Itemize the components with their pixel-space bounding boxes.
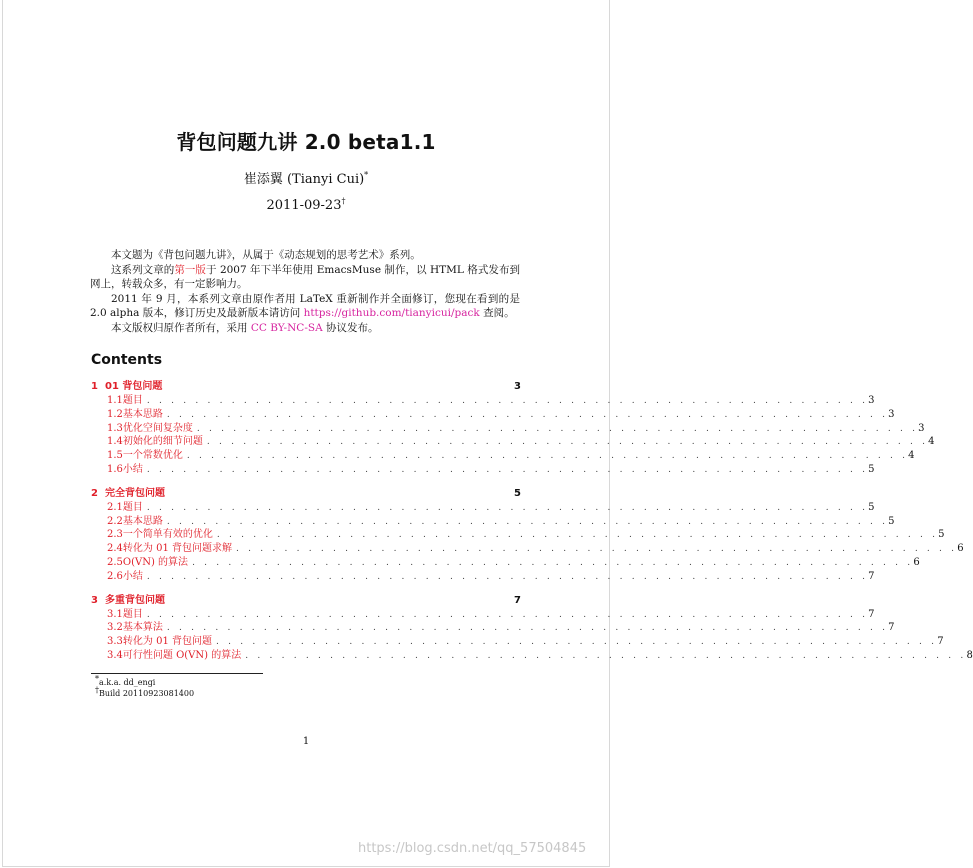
toc-subsection-page: 7 [868, 608, 875, 620]
toc-subsection-page: 6 [957, 543, 964, 555]
toc-subsection-entry[interactable] [91, 608, 875, 622]
toc-section-title: 多重背包问题 [105, 594, 165, 606]
toc-section-number: 3 [91, 594, 98, 606]
toc-subsection-title: 初始化的细节问题 [122, 436, 203, 448]
toc-subsection-page: 7 [868, 570, 875, 582]
toc-subsection-number: 2.2 [107, 515, 123, 527]
toc-section-entry[interactable] [91, 594, 521, 608]
toc-leader-dots: . . . . . . . . . . . . . . . . . . . . . . . . . . . . . . . . . . . . . . . . . . . . . . . . . . . . . . . . . . . . [166, 623, 889, 634]
document-title: 背包问题九讲 2.0 beta1.1 [176, 130, 436, 154]
abstract-text: 本文版权归原作者所有，采用 [111, 321, 251, 334]
toc-subsection-number: 1.1 [107, 395, 123, 406]
toc-section-title: 01 背包问题 [105, 381, 163, 392]
toc-subsection-page: 3 [868, 395, 875, 406]
toc-subsection-entry[interactable] [91, 394, 875, 408]
toc-subsection-title: 一个简单有效的优化 [122, 529, 213, 541]
toc-subsection-title: 题目 [122, 608, 143, 620]
toc-subsection-page: 5 [938, 529, 945, 541]
page-number: 1 [302, 736, 310, 747]
toc-subsection-entry[interactable] [91, 528, 945, 542]
date-line [3, 198, 609, 213]
abstract-text: 2011 年 9 月，本系列文章由原作者用 LaTeX 重新制作并全面修订，您现在看到的是 2.0 alpha 版本，修订历史及最新版本请访问 [90, 292, 520, 319]
author-name: 崔添翼 (Tianyi Cui) [243, 172, 365, 187]
toc-subsection-entry[interactable] [91, 649, 973, 663]
toc-subsection-page: 4 [928, 436, 935, 448]
toc-subsection-number: 1.5 [107, 450, 123, 462]
toc-leader-dots: . . . . . . . . . . . . . . . . . . . . . . . . . . . . . . . . . . . . . . . . . . . . . . . . . . . . . . . . . . . . [206, 437, 929, 448]
footnote-mark: † [95, 685, 99, 695]
toc-leader-dots: . . . . . . . . . . . . . . . . . . . . . . . . . . . . . . . . . . . . . . . . . . . . . . . . . . . . . . . . . . . . [166, 409, 889, 420]
footnote-rule [91, 673, 263, 674]
abstract-paragraph-3 [90, 292, 520, 321]
toc-subsection-entry[interactable] [91, 570, 875, 584]
toc-subsection-page: 5 [868, 501, 875, 513]
toc-subsection-entry[interactable] [91, 408, 895, 422]
author-line [3, 168, 609, 187]
document-page [2, 0, 973, 867]
abstract-paragraph-4 [90, 321, 520, 336]
toc-leader-dots: . . . . . . . . . . . . . . . . . . . . . . . . . . . . . . . . . . . . . . . . . . . . . . . . . . . . . . . . . . . . [245, 650, 967, 661]
toc-subsection-page: 3 [888, 408, 895, 420]
toc-subsection-page: 5 [868, 463, 875, 475]
date-footnote-mark[interactable]: † [341, 196, 346, 206]
toc-subsection-title: 基本算法 [122, 622, 163, 634]
toc-section-entry[interactable] [91, 380, 521, 394]
toc-gap [91, 584, 521, 594]
abstract-paragraph-1: 本文题为《背包问题九讲》，从属于《动态规划的思考艺术》系列。 [111, 249, 421, 261]
toc-subsection-page: 7 [888, 622, 895, 634]
watermark: https://blog.csdn.net/qq_57504845 [358, 841, 587, 856]
toc-subsection-title: 基本思路 [122, 515, 163, 527]
toc-leader-dots: . . . . . . . . . . . . . . . . . . . . . . . . . . . . . . . . . . . . . . . . . . . . . . . . . . . . . . . . . . . . [236, 544, 958, 555]
toc-leader-dots: . . . . . . . . . . . . . . . . . . . . . . . . . . . . . . . . . . . . . . . . . . . . . . . . . . . . . . . . . . . . [196, 423, 919, 434]
toc-section-page: 5 [514, 487, 521, 499]
toc-subsection-entry[interactable] [91, 422, 925, 436]
toc-subsection-page: 8 [966, 649, 973, 661]
toc-section-page: 3 [514, 381, 521, 392]
footnote-text: a.k.a. dd_engi [99, 678, 156, 687]
toc-subsection-number: 1.6 [107, 463, 123, 475]
toc-section-number: 2 [91, 487, 98, 499]
toc-gap [91, 477, 521, 487]
toc-leader-dots: . . . . . . . . . . . . . . . . . . . . . . . . . . . . . . . . . . . . . . . . . . . . . . . . . . . . . . . . . . . . [146, 502, 869, 513]
toc-leader-dots: . . . . . . . . . . . . . . . . . . . . . . . . . . . . . . . . . . . . . . . . . . . . . . . . . . . . . . . . . . . . [146, 464, 869, 475]
toc-subsection-number: 1.3 [107, 422, 123, 434]
toc-subsection-page: 4 [908, 450, 915, 462]
license-link[interactable]: CC BY-NC-SA [250, 321, 323, 334]
toc-subsection-number: 2.5 [107, 556, 123, 568]
toc-subsection-entry[interactable] [91, 515, 895, 529]
toc-leader-dots: . . . . . . . . . . . . . . . . . . . . . . . . . . . . . . . . . . . . . . . . . . . . . . . . . . . . . . . . . . . . [192, 557, 914, 568]
footnote-text: Build 20110923081400 [99, 689, 195, 698]
toc-subsection-entry[interactable] [91, 542, 964, 556]
toc-subsection-number: 3.1 [107, 608, 123, 620]
table-of-contents [91, 380, 973, 663]
footnote-1 [95, 674, 194, 688]
abstract-text: 这系列文章的 [111, 263, 175, 276]
toc-subsection-title: 小结 [122, 463, 143, 475]
toc-leader-dots: . . . . . . . . . . . . . . . . . . . . . . . . . . . . . . . . . . . . . . . . . . . . . . . . . . . . . . . . . . . . [166, 516, 889, 527]
toc-section-number: 1 [91, 381, 98, 392]
first-edition-link[interactable]: 第一版 [174, 263, 206, 276]
toc-subsection-entry[interactable] [91, 463, 875, 477]
toc-subsection-number: 1.4 [107, 436, 123, 448]
toc-subsection-entry[interactable] [91, 556, 920, 570]
abstract-text: 协议发布。 [322, 321, 379, 334]
toc-subsection-number: 2.4 [107, 543, 123, 555]
document-date: 2011-09-23 [266, 198, 342, 213]
abstract [90, 248, 520, 335]
toc-subsection-title: 基本思路 [122, 408, 163, 420]
toc-section-title: 完全背包问题 [105, 487, 165, 499]
toc-subsection-title: 一个常数优化 [122, 450, 183, 462]
toc-subsection-number: 2.3 [107, 529, 123, 541]
author-footnote-mark[interactable]: * [364, 170, 369, 180]
toc-subsection-title: 转化为 01 背包问题 [122, 636, 212, 648]
toc-subsection-number: 3.3 [107, 636, 123, 648]
toc-subsection-title: 题目 [122, 501, 143, 513]
abstract-text: 查阅。 [479, 307, 515, 319]
abstract-text: 于 2007 年下半年使用 EmacsMuse 制作，以 HTML 格式发布到网上，转载众多，有一定影响力。 [90, 263, 521, 290]
toc-subsection-title: 可行性问题 O(VN) 的算法 [122, 649, 242, 661]
footnote-mark: * [95, 674, 99, 684]
toc-subsection-entry[interactable] [91, 449, 915, 463]
toc-subsection-title: 转化为 01 背包问题求解 [122, 543, 232, 555]
toc-subsection-entry[interactable] [91, 501, 875, 515]
toc-subsection-entry[interactable] [91, 621, 895, 635]
toc-subsection-number: 2.6 [107, 570, 123, 582]
toc-leader-dots: . . . . . . . . . . . . . . . . . . . . . . . . . . . . . . . . . . . . . . . . . . . . . . . . . . . . . . . . . . . . [146, 396, 869, 406]
toc-subsection-entry[interactable] [91, 635, 944, 649]
toc-subsection-page: 7 [937, 636, 944, 648]
toc-leader-dots: . . . . . . . . . . . . . . . . . . . . . . . . . . . . . . . . . . . . . . . . . . . . . . . . . . . . . . . . . . . . [216, 637, 938, 648]
toc-subsection-title: O(VN) 的算法 [122, 556, 189, 568]
footnote-2 [95, 685, 195, 699]
toc-subsection-number: 3.4 [107, 649, 123, 661]
toc-subsection-number: 1.2 [107, 408, 123, 420]
footnotes [95, 674, 195, 699]
toc-subsection-page: 5 [888, 515, 895, 527]
toc-subsection-number: 3.2 [107, 622, 123, 634]
toc-subsection-title: 题目 [122, 395, 143, 406]
toc-leader-dots: . . . . . . . . . . . . . . . . . . . . . . . . . . . . . . . . . . . . . . . . . . . . . . . . . . . . . . . . . . . . [146, 571, 869, 582]
toc-leader-dots: . . . . . . . . . . . . . . . . . . . . . . . . . . . . . . . . . . . . . . . . . . . . . . . . . . . . . . . . . . . . [186, 451, 909, 462]
toc-leader-dots: . . . . . . . . . . . . . . . . . . . . . . . . . . . . . . . . . . . . . . . . . . . . . . . . . . . . . . . . . . . . [146, 609, 869, 620]
toc-subsection-title: 小结 [122, 570, 143, 582]
toc-section-page: 7 [514, 594, 521, 606]
abstract-paragraph-2 [90, 263, 520, 292]
toc-subsection-title: 优化空间复杂度 [122, 422, 193, 434]
toc-subsection-number: 2.1 [107, 501, 123, 513]
toc-leader-dots: . . . . . . . . . . . . . . . . . . . . . . . . . . . . . . . . . . . . . . . . . . . . . . . . . . . . . . . . . . . . [216, 530, 939, 541]
toc-subsection-page: 3 [918, 422, 925, 434]
contents-heading: Contents [91, 352, 163, 368]
toc-subsection-page: 6 [913, 556, 920, 568]
github-link[interactable]: https://github.com/tianyicui/pack [303, 307, 480, 319]
toc-subsection-entry[interactable] [91, 435, 935, 449]
toc-section-entry[interactable] [91, 487, 521, 501]
